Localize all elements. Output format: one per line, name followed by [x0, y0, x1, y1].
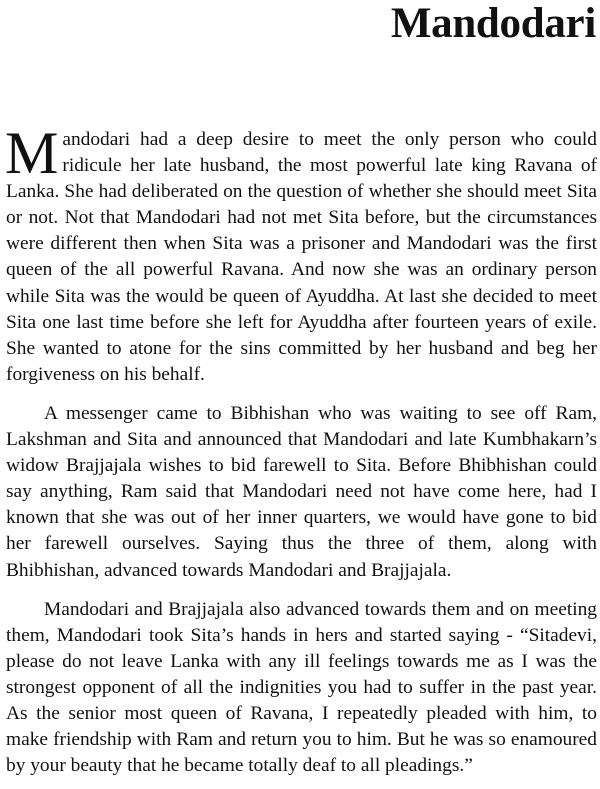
drop-cap: M — [5, 120, 59, 186]
paragraph-2: A messenger came to Bibhishan who was waiting to see off Ram, Lakshman and Sita and announced that Mandodari and late Kumbhakarn’s widow Brajjajala wishes to bid farewell to Sita. Before Bhibhishan could say anything, Ram said that Mandodari need not have come here, had I known that she was out of her inner quarters, we would have gone to bid her farewell ourselves. Saying thus the three of them, along with Bhibhishan, advanced towards Mandodari and Brajjajala. — [6, 402, 597, 581]
paragraph-3: Mandodari and Brajjajala also advanced towards them and on meeting them, Mandodari took Sita’s hands in hers and started saying - “Sitadevi, please do not leave Lanka with any ill feelings towards me as I was the strongest opponent of all the indignities you had to suffer in the past year. As the senior most queen of Ravana, I repeatedly pleaded with him, to make friendship with Ram and return you to him. But he was so enamoured by your beauty that he became totally deaf to all pleadings.” — [6, 598, 597, 777]
chapter-title: Mandodari — [390, 0, 596, 47]
paragraph-1-text: andodari had a deep desire to meet the only person who could ridicule her late husband, the most powerful late king Ravana of Lanka. She had deliberated on the question of whether she should meet Sita or not. Not that Mandodari had not met Sita before, but the circumstances were different then when Sita was a prisoner and Mandodari was the first queen of the all powerful Ravana. And now she was an ordinary person while Sita was the would be queen of Ayuddha. At last she decided to meet Sita one last time before she left for Ayuddha after fourteen years of exile. She wanted to atone for the sins committed by her husband and beg her forgiveness on his behalf. — [6, 129, 597, 385]
chapter-body — [5, 120, 597, 779]
paragraph-1 — [5, 120, 597, 388]
